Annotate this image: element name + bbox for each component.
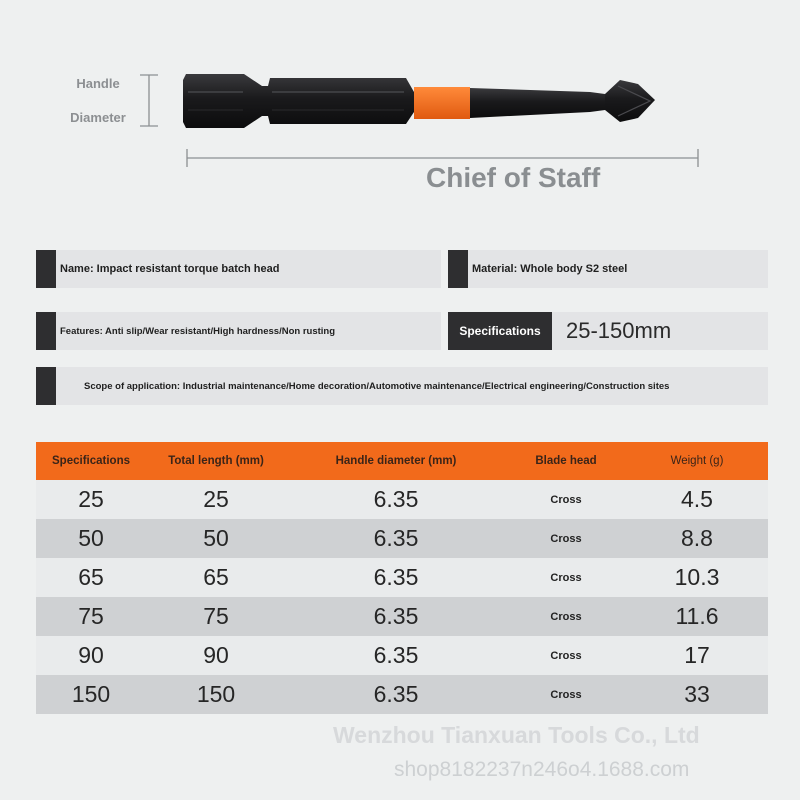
header-weight: Weight (g) <box>670 455 724 467</box>
name-bar <box>36 250 441 288</box>
features-bar <box>36 312 441 350</box>
cell-diameter: 6.35 <box>373 486 419 512</box>
header-handle-diameter: Handle diameter (mm) <box>335 455 457 467</box>
cell-blade: Cross <box>550 571 582 584</box>
header-total-length: Total length (mm) <box>168 455 264 467</box>
diameter-label: Diameter <box>70 110 126 125</box>
table-row <box>36 597 768 636</box>
name-text: Name: Impact resistant torque batch head <box>60 263 280 275</box>
table-header <box>36 442 768 480</box>
cell-length: 75 <box>203 603 229 629</box>
cell-blade: Cross <box>550 493 582 506</box>
cell-diameter: 6.35 <box>373 603 419 629</box>
header-blade-head: Blade head <box>535 455 597 467</box>
spec-table <box>36 442 768 714</box>
table-row <box>36 480 768 519</box>
cell-diameter: 6.35 <box>373 681 419 707</box>
cell-weight: 4.5 <box>681 486 713 512</box>
material-bar <box>448 250 768 288</box>
cell-diameter: 6.35 <box>373 564 419 590</box>
cell-weight: 8.8 <box>681 525 713 551</box>
headline: Chief of Staff <box>426 162 601 193</box>
header-specifications: Specifications <box>52 455 130 467</box>
cell-length: 65 <box>203 564 229 590</box>
scope-text: Scope of application: Industrial maintenance/Home decoration/Automotive maintenance/Electrical engineering/Construction sites <box>84 380 670 392</box>
shop-url-watermark: shop8182237n246o4.1688.com <box>394 758 690 781</box>
product-illustration <box>0 0 800 210</box>
bar-cap <box>36 367 56 405</box>
handle-label: Handle <box>76 76 120 91</box>
orange-band <box>414 87 470 119</box>
cell-diameter: 6.35 <box>373 642 419 668</box>
cell-blade: Cross <box>550 610 582 623</box>
features-text: Features: Anti slip/Wear resistant/High hardness/Non rusting <box>60 325 336 337</box>
specifications-label: Specifications <box>448 312 552 350</box>
cell-blade: Cross <box>550 649 582 662</box>
bar-cap <box>36 312 56 350</box>
table-row <box>36 519 768 558</box>
cell-spec: 90 <box>78 642 104 668</box>
cell-spec: 50 <box>78 525 104 551</box>
cell-length: 50 <box>203 525 229 551</box>
material-text: Material: Whole body S2 steel <box>472 263 628 275</box>
diameter-bracket <box>140 75 158 126</box>
cell-spec: 75 <box>78 603 104 629</box>
cell-spec: 25 <box>78 486 104 512</box>
company-watermark: Wenzhou Tianxuan Tools Co., Ltd <box>333 722 700 748</box>
cell-length: 25 <box>203 486 229 512</box>
cell-diameter: 6.35 <box>373 525 419 551</box>
bar-cap <box>448 250 468 288</box>
cell-spec: 150 <box>71 681 111 707</box>
table-row <box>36 675 768 714</box>
specifications-bar <box>448 312 768 350</box>
cell-weight: 10.3 <box>674 564 720 590</box>
cell-weight: 17 <box>684 642 710 668</box>
specifications-range: 25-150mm <box>566 318 672 343</box>
table-row <box>36 558 768 597</box>
cell-blade: Cross <box>550 688 582 701</box>
cell-length: 150 <box>196 681 236 707</box>
cell-blade: Cross <box>550 532 582 545</box>
table-row <box>36 636 768 675</box>
cell-spec: 65 <box>78 564 104 590</box>
scope-bar <box>36 367 768 405</box>
cell-length: 90 <box>203 642 229 668</box>
cell-weight: 33 <box>684 681 710 707</box>
screwdriver-bit-image <box>0 0 800 210</box>
cell-weight: 11.6 <box>675 603 719 629</box>
bar-cap <box>36 250 56 288</box>
